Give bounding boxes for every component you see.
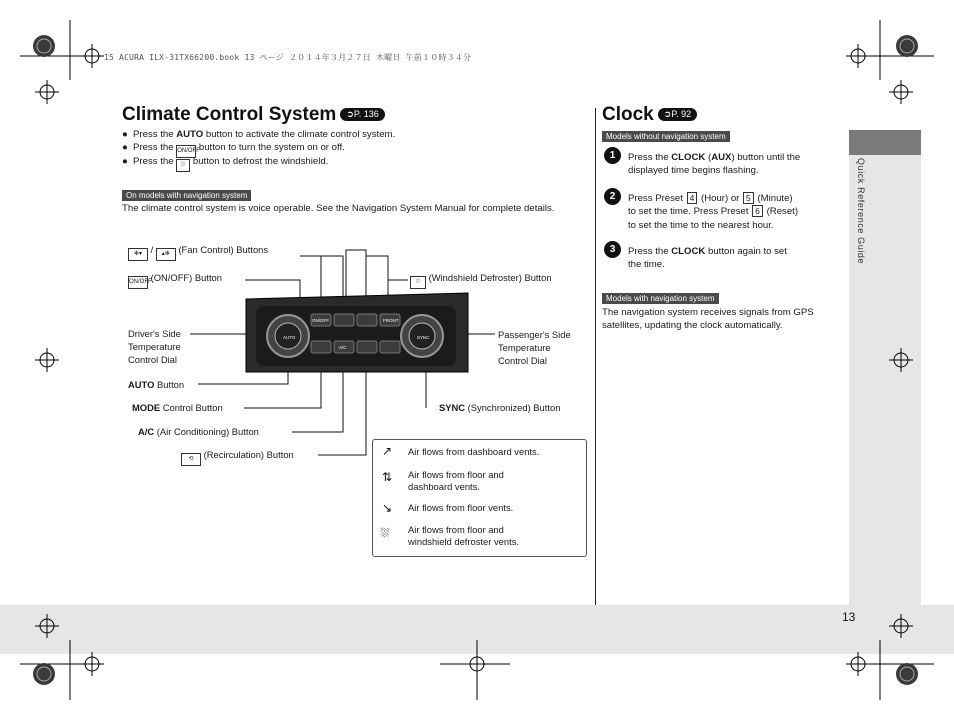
panel-ac-label: A/C xyxy=(339,345,347,350)
dashboard-vents-icon: ↗ xyxy=(382,444,393,458)
climate-nav-text: The climate control system is voice operable. See the Navigation System Manual for complete details. xyxy=(122,203,555,214)
legend-text: Air flows from dashboard vents. xyxy=(408,446,540,457)
front-defrost-icon: ⛆ xyxy=(410,276,426,289)
bullet-text: button to defrost the windshield. xyxy=(190,156,329,167)
sync-callout-text: (Synchronized) Button xyxy=(465,402,561,413)
step-1-badge: 1 xyxy=(604,147,621,164)
driver-dial-line: Control Dial xyxy=(128,354,177,366)
fan-up-icon: ▴✻ xyxy=(156,248,176,261)
onoff-callout-text: (ON/OFF) Button xyxy=(150,272,222,283)
legend-row xyxy=(382,471,392,484)
preset-5-key: 5 xyxy=(743,192,754,204)
clock-page-ref-text: P. 92 xyxy=(671,109,692,119)
step-3-line-1 xyxy=(628,245,787,258)
passenger-dial-line: Temperature xyxy=(498,342,551,354)
passenger-dial-line: Passenger's Side xyxy=(498,329,571,340)
legend-line: Air flows from floor and xyxy=(408,469,504,480)
step-1-text xyxy=(628,151,800,178)
panel-sync-label: SYNC xyxy=(417,335,430,340)
floor-defroster-vents-icon: ⛆ xyxy=(380,526,390,540)
fan-callout-text: (Fan Control) Buttons xyxy=(178,244,269,255)
climate-page-ref[interactable]: ➲P. 136 xyxy=(340,108,384,121)
step-text: to set the time. Press Preset xyxy=(628,206,752,218)
mode-callout-bold: MODE xyxy=(132,402,161,413)
step-bold: CLOCK xyxy=(671,246,706,257)
panel-onoff-label: ON/OFF xyxy=(312,318,329,323)
fan-down-icon: ✻▾ xyxy=(128,248,148,261)
bullet-dot: ● xyxy=(122,129,128,140)
step-1-line-2: displayed time begins flashing. xyxy=(628,165,759,177)
ac-callout-text: (Air Conditioning) Button xyxy=(154,426,259,437)
bullet-dot: ● xyxy=(122,156,128,167)
step-2-badge: 2 xyxy=(604,188,621,205)
step-bold: CLOCK xyxy=(671,152,706,163)
bullet-text: Press the xyxy=(133,129,177,140)
climate-page-ref-text: P. 136 xyxy=(353,109,379,119)
step-text: Press the xyxy=(628,246,672,257)
step-2-line-2 xyxy=(628,205,798,218)
step-text: Press Preset xyxy=(628,193,686,204)
auto-callout-text: Button xyxy=(154,379,185,390)
recirc-callout-text: (Recirculation) Button xyxy=(203,449,294,460)
clock-nav-text: The navigation system receives signals from GPS satellites, updating the clock automatically. xyxy=(602,307,814,332)
step-bold: AUX xyxy=(711,152,732,163)
clock-title xyxy=(602,104,697,126)
step-3-badge: 3 xyxy=(604,241,621,258)
defrost-callout-text: (Windshield Defroster) Button xyxy=(428,272,552,283)
ac-callout-bold: A/C xyxy=(138,426,155,437)
legend-row xyxy=(382,445,392,458)
driver-dial-line: Driver's Side xyxy=(128,328,181,339)
preset-6-key: 6 xyxy=(752,205,763,217)
step-2-line-1 xyxy=(628,192,798,205)
legend-text: Air flows from floor vents. xyxy=(408,502,514,513)
tag-nav: Models with navigation system xyxy=(602,293,719,304)
floor-dashboard-vents-icon: ⇅ xyxy=(382,470,393,484)
bullet-dot: ● xyxy=(122,142,128,153)
legend-row xyxy=(380,527,390,540)
bullet-text: button to turn the system on or off. xyxy=(196,142,345,153)
legend-line: windshield defroster vents. xyxy=(408,536,519,547)
climate-panel-diagram xyxy=(0,0,600,470)
step-1-line-1 xyxy=(628,151,800,164)
auto-callout-bold: AUTO xyxy=(128,379,155,390)
clock-page-ref[interactable]: ➲P. 92 xyxy=(658,108,697,121)
recirculation-icon: ⟲ xyxy=(181,453,201,466)
step-2-text xyxy=(628,192,798,232)
step-text: (Reset) xyxy=(763,206,799,218)
step-text: (Hour) or xyxy=(698,193,743,204)
legend-text xyxy=(408,524,519,548)
side-label: Quick Reference Guide xyxy=(856,158,866,265)
bullet-text: button to activate the climate control system. xyxy=(203,129,396,140)
page-number: 13 xyxy=(842,610,856,624)
step-text: ) button until the xyxy=(731,152,801,163)
print-header: 15 ACURA ILX-31TX66200.book 13 ページ ２０１４年３月２７日 木曜日 午前１０時３４分 xyxy=(104,53,472,62)
mode-callout-text: Control Button xyxy=(160,402,223,413)
step-text: button again to set xyxy=(705,246,787,257)
panel-auto-label: AUTO xyxy=(283,335,296,340)
step-2-line-3: to set the time to the nearest hour. xyxy=(628,219,774,231)
passenger-dial-line: Control Dial xyxy=(498,355,547,367)
legend-line: Air flows from floor and xyxy=(408,524,504,535)
legend-text xyxy=(408,469,504,493)
front-defrost-icon: ⛆ xyxy=(176,159,190,172)
bullet-text: Press the xyxy=(133,156,177,167)
driver-dial-line: Temperature xyxy=(128,341,181,353)
step-3-text xyxy=(628,245,787,272)
clock-title-text: Clock xyxy=(602,104,654,125)
on-off-icon: ON/OFF xyxy=(128,276,148,289)
step-text: Press the xyxy=(628,152,672,163)
nav-tag-climate: On models with navigation system xyxy=(122,190,251,201)
sync-callout-bold: SYNC xyxy=(439,402,466,413)
fan-separator: / xyxy=(150,244,154,255)
step-text: ( xyxy=(705,152,712,163)
bullet-text: Press the xyxy=(133,142,177,153)
preset-4-key: 4 xyxy=(687,192,698,204)
step-text: (Minute) xyxy=(754,193,793,204)
bullet-bold: AUTO xyxy=(176,129,204,140)
panel-front-label: FRONT xyxy=(383,318,399,323)
legend-row xyxy=(382,502,392,515)
on-off-icon: ON/OFF xyxy=(176,145,196,158)
step-3-line-2: the time. xyxy=(628,259,665,271)
legend-line: dashboard vents. xyxy=(408,481,480,492)
floor-vents-icon: ↘ xyxy=(382,501,393,515)
tag-no-nav: Models without navigation system xyxy=(602,131,730,142)
climate-title-text: Climate Control System xyxy=(122,104,337,125)
